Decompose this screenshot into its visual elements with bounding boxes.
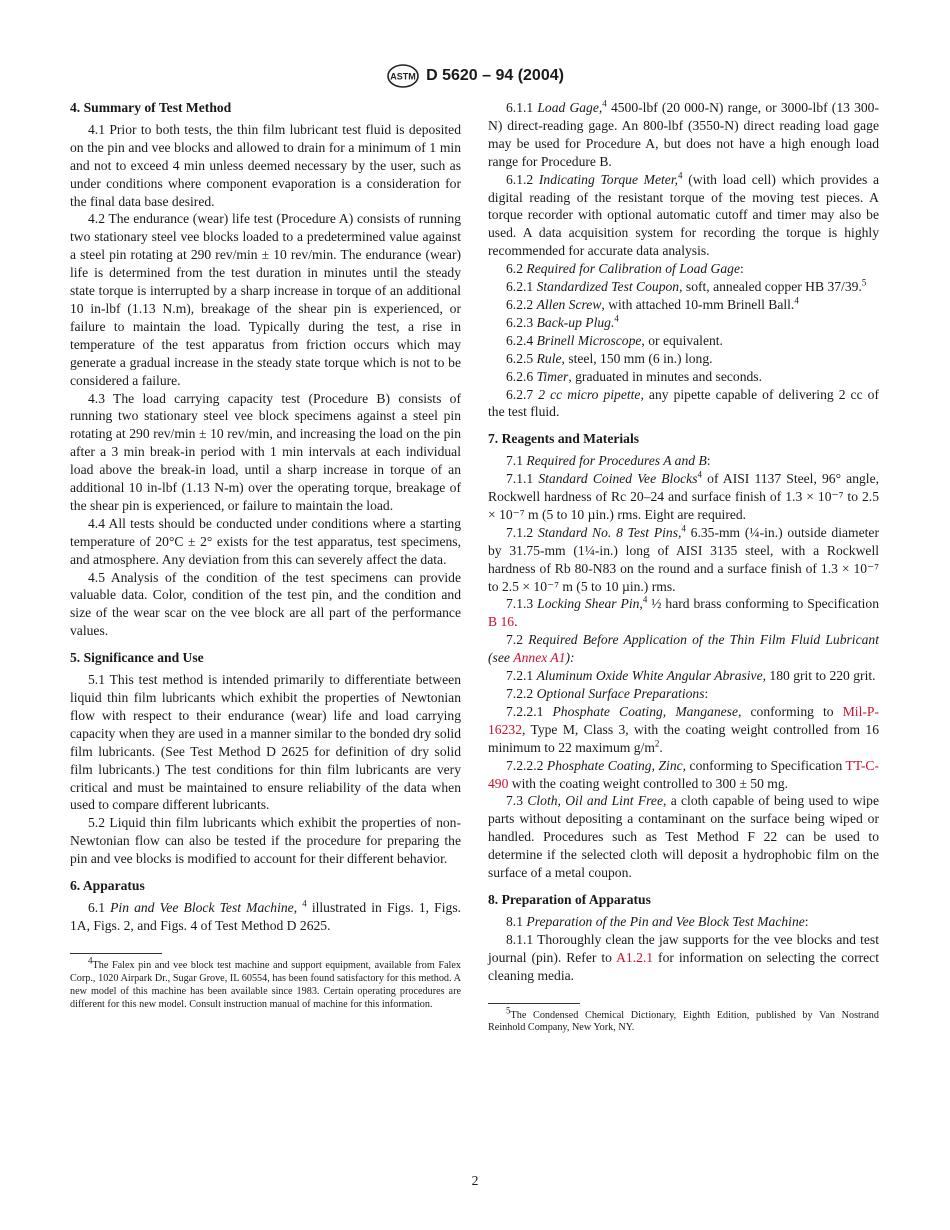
document-designation: D 5620 – 94 (2004) [426,67,564,84]
para-7-1-3: 7.1.3 Locking Shear Pin,$^4$ ½ hard brass conforming to Specification B 16. [488,594,879,630]
page-number: 2 [471,1173,479,1188]
para-6-2-7: 6.2.7 2 cc micro pipette, any pipette capable of delivering 2 cc of the test fluid. [488,386,879,420]
para-4-2: 4.2 The endurance (wear) life test (Procedure A) consists of running two stationary steel vee blocks loaded to a predetermined value against a steel pin rotating at 290 rev/min ± 10 rev/min. The endurance (wear) life is determined from the test duration in minutes until the steady state torque is interrupted by a sharp increase in torque of an additional 10 in-lbf (1.13 N.m), breakage of the shear pin is experienced, or failure to maintain the load. Typically during the test, a rise in temperature of the test apparatus from friction occurs which may generate a gradual increase in the steady state torque which is not to be considered a failure. [70,211,461,388]
footnote-5: $^5$The Condensed Chemical Dictionary, Eighth Edition, published by Van Nostrand Reinhold Company, New York, NY. [488,1005,879,1034]
para-7-2-2: 7.2.2 Optional Surface Preparations: [506,686,709,701]
para-7-2-2-2: 7.2.2.2 Phosphate Coating, Zinc, conforming to Specification TT-C-490 with the coating weight controlled to 300 ± 50 mg. [488,757,880,791]
section-5-heading: 5. Significance and Use [70,650,204,666]
para-6-2-1: 6.2.1 Standardized Test Coupon, soft, annealed copper HB 37/39.$^5$ [506,277,867,295]
section-4-heading: 4. Summary of Test Method [70,100,232,115]
para-4-3: 4.3 The load carrying capacity test (Procedure B) consists of running two stationary steel vee block specimens against a steel pin rotating at 290 rev/min ± 10 rev/min, and increasing the load on the pin after a 3 min break-in period with 1 min intervals at each individual load above the break-in load, until a sharp increase in torque of an additional 10 in-lbf (1.13 N-m) over the operating torque, breakage of the shear pin is experienced, or failure to maintain the load. [70,390,461,513]
para-6-2-2: 6.2.2 Allen Screw, with attached 10-mm Brinell Ball.$^4$ [506,295,799,312]
astm-logo-icon [386,63,420,89]
svg-text:ASTM: ASTM [390,71,416,82]
a1-2-1-link[interactable]: A1.2.1 [616,949,654,965]
para-6-1-1: 6.1.1 Load Gage,$^4$ 4500-lbf (20 000-N) range, or 3000-lbf (13 300-N) direct-reading gage. An 800-lbf (3550-N) direct reading load gage may be used for Procedure A, but does not have a high enough load range for Procedure B. [488,98,879,169]
tt-c-490-link[interactable]: TT-C-490 [488,757,880,791]
footnote-rule [70,953,162,954]
spec-b16-link[interactable]: B 16 [488,614,515,630]
footnote-4: $^4$The Falex pin and vee block test machine and support equipment, available from Falex Corp., 1020 Airpark Dr., Sugar Grove, IL 60554, has been found satisfactory for this method. A new model of this machine has been available since 1983. Certain operating procedures are different for this new model. Consult instruction manual of machine for this information. [70,955,461,1010]
para-4-5: 4.5 Analysis of the condition of the test specimens can provide valuable data. Color, condition of the test pin, and the condition and size of the wear scar on the vee block are all part of the performance values. [70,569,461,639]
para-5-2: 5.2 Liquid thin film lubricants which exhibit the properties of non-Newtonian flow can also be tested if the procedure for preparing the pin and vee blocks is modified to account for their different behavior. [70,815,461,867]
para-6-2-6: 6.2.6 Timer, graduated in minutes and seconds. [506,368,762,384]
section-8-heading: 8. Preparation of Apparatus [488,891,651,907]
para-7-2: 7.2 Required Before Application of the Thin Film Fluid Lubricant (see Annex A1): [488,632,879,666]
mil-p-16232-link[interactable]: Mil-P-16232 [488,703,879,737]
para-6-2: 6.2 Required for Calibration of Load Gage: [506,261,744,277]
para-7-1-2: 7.1.2 Standard No. 8 Test Pins,$^4$ 6.35-mm (¼-in.) outside diameter by 31.75-mm (1¼-in.) long of AISI 3135 steel, with a Rockwell hardness of Rb 80-N83 on the round and a surface finish of 1.3 × 10⁻⁷ to 2.5 × 10⁻⁷ m (5 to 10 µin.) rms. [488,523,879,594]
para-7-2-2-1: 7.2.2.1 Phosphate Coating, Manganese, conforming to Mil-P-16232, Type M, Class 3, with the coating weight controlled from 16 minimum to 22 maximum $g/m^2$. [488,703,879,755]
para-6-2-3: 6.2.3 Back-up Plug.$^4$ [506,313,619,330]
para-6-2-4: 6.2.4 Brinell Microscope, or equivalent. [506,332,723,348]
para-8-1-1: 8.1.1 Thoroughly clean the jaw supports for the vee blocks and test journal (pin). Refer to A1.2.1 for information on selecting the correct cleaning media. [488,931,879,983]
para-7-1-1: 7.1.1 Standard Coined Vee Blocks$^4$ of AISI 1137 Steel, 96° angle, Rockwell hardness of Rc 20–24 and surface finish of 1.3 × 10⁻⁷ to 2.5 × 10⁻⁷ m (5 to 10 µin.) rms. Eight are required. [488,469,880,522]
page-header [0,63,950,89]
para-6-1-2: 6.1.2 Indicating Torque Meter,$^4$ (with load cell) which provides a digital reading of the resistant torque of the moving test pieces. A torque recorder with optional automatic cutoff and timer may also be used. A data acquisition system for recording the torque is highly recommended for accurate data analysis. [488,170,880,259]
left-column [70,99,461,1011]
para-6-1: 6.1 Pin and Vee Block Test Machine, $^4$ illustrated in Figs. 1, Figs. 1A, Figs. 2, and Figs. 4 of Test Method D 2625. [70,898,462,933]
footnote-rule [488,1003,580,1004]
para-7-3: 7.3 Cloth, Oil and Lint Free, a cloth capable of being used to wipe parts without depositing a contaminant on the surface being wiped or handled. Procedures such as Test Method F 22 can be used to determine if the selected cloth will deposit a hydrophobic film on the surface of a metal coupon. [488,793,879,881]
section-7-heading: 7. Reagents and Materials [488,431,640,447]
para-4-1: 4.1 Prior to both tests, the thin film lubricant test fluid is deposited on the pin and vee blocks and allowed to drain for a minimum of 1 min and not to exceed 4 min unless deemed necessary by the user, such as under conditions where component evaporation is a consideration for the final data base desired. [70,121,461,209]
right-column [488,99,879,1035]
para-4-4: 4.4 All tests should be conducted under conditions where a starting temperature of 20°C ± 2° exists for the test apparatus, test specimens, and atmosphere. Any deviation from this can severely affect the data. [70,515,461,567]
para-8-1: 8.1 Preparation of the Pin and Vee Block Test Machine: [506,913,809,929]
annex-a1-link[interactable]: Annex A1 [513,650,566,666]
para-5-1: 5.1 This test method is intended primarily to differentiate between liquid thin film lubricants which exhibit the properties of Newtonian flow with respect to their endurance (wear) life and load carrying capacity when they are used in a manner similar to the bonded dry solid film lubricants. (See Test Method D 2625 for definition of dry solid film lubricants.) The test conditions for thin film lubricants are very critical and must be maintained to ensure reliability of the data when used to compare different lubricants. [70,672,461,813]
para-7-2-1: 7.2.1 Aluminum Oxide White Angular Abrasive, 180 grit to 220 grit. [506,668,876,684]
para-6-2-5: 6.2.5 Rule, steel, 150 mm (6 in.) long. [506,350,713,366]
section-6-heading: 6. Apparatus [70,878,145,894]
para-7-1: 7.1 Required for Procedures A and B: [506,453,711,469]
